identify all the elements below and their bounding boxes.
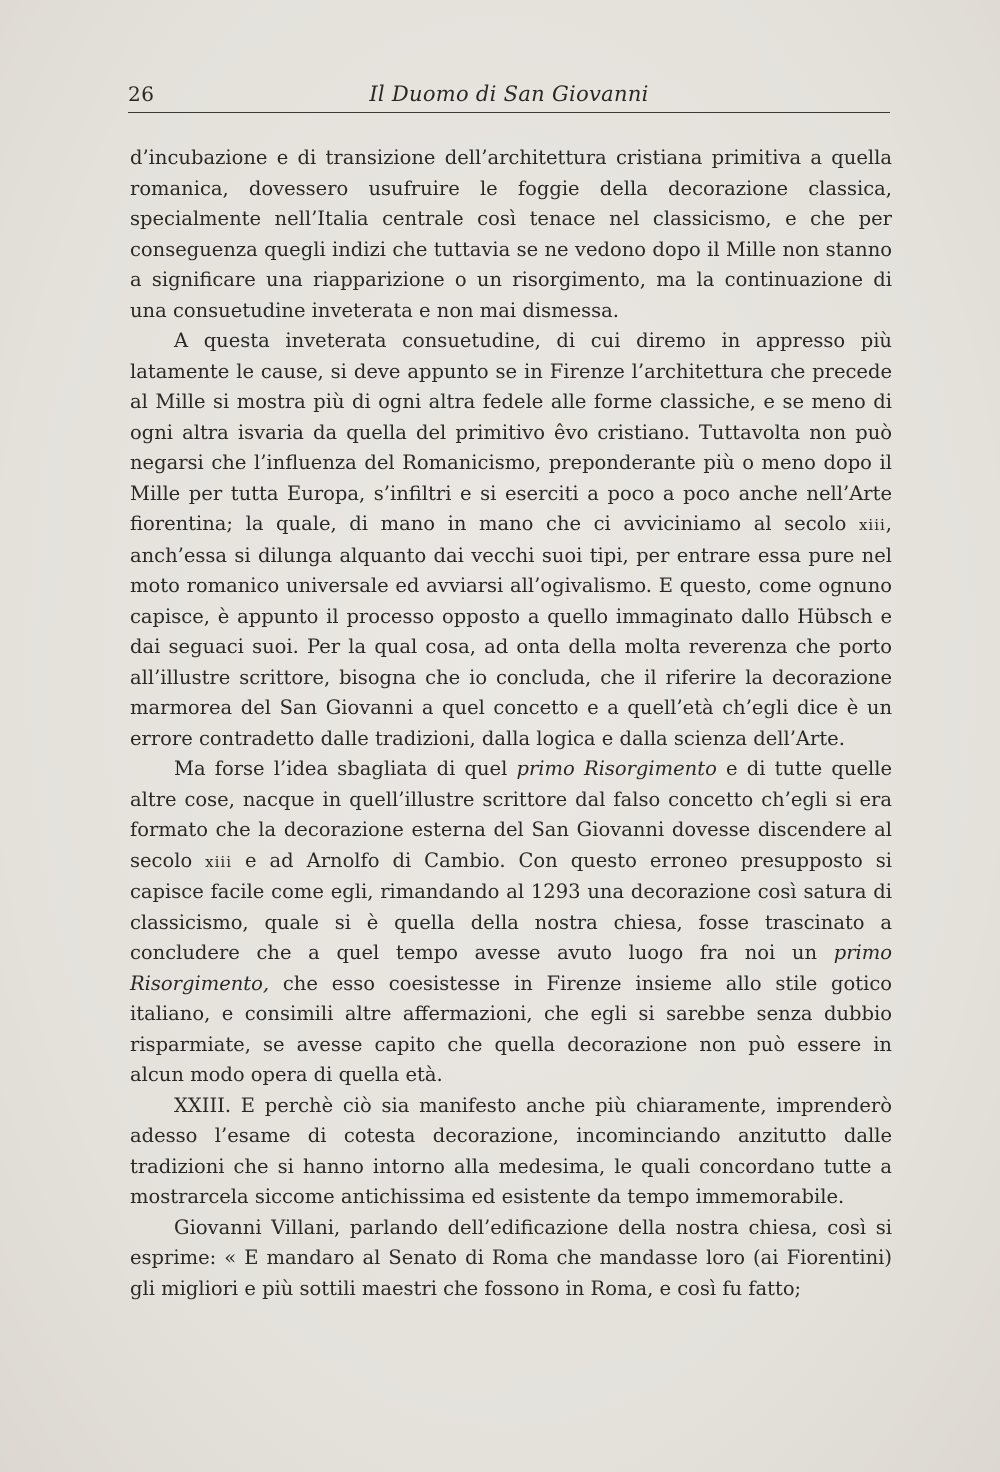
text-run: Giovanni Villani, parlando dell’edificazione della nostra chiesa, così si esprime: « E mandaro al Senato di Roma che mandasse loro (ai Fiorentini) gli migliori e più sottili maestri che fossono in Roma, e così fu fatto; (130, 1215, 892, 1300)
text-run: e di tutte quelle altre cose, nacque in quell’illustre scrittore dal falso concetto ch’egli si era formato che la decorazione esterna del San Giovanni dovesse discendere al secolo (130, 757, 892, 872)
text-run: , anch’essa si dilunga alquanto dai vecchi suoi tipi, per entrare essa pure nel moto romanico universale ed avviarsi all’ogivalismo. E questo, come ognuno capisce, è appunto il processo opposto a quello immaginato dallo Hübsch e dai seguaci suoi. Per la qual cosa, ad onta della molta reverenza che porto all’illustre scrittore, bisogna che io concluda, che il riferire la decorazione marmorea del San Giovanni a quel concetto e a quell’età ch’egli dice è un errore contradetto dalle tradizioni, dalla logica e dalla scienza dell’Arte. (130, 512, 892, 750)
paragraph (130, 754, 892, 1091)
paragraph (130, 143, 892, 326)
italic-text: primo Risorgimento, (130, 941, 892, 995)
italic-text: primo Risorgimento (516, 757, 717, 780)
text-run: A questa inveterata consuetudine, di cui diremo in appresso più latamente le cause, si deve appunto se in Firenze l’architettura che precede al Mille si mostra più di ogni altra fedele alle forme classiche, e se meno di ogni altra isvaria da quella del primitivo êvo cristiano. Tuttavolta non può negarsi che l’influenza del Romanicismo, preponderante più o meno dopo il Mille per tutta Europa, s’infiltri e si eserciti a poco a poco anche nell’Arte fiorentina; la quale, di mano in mano che ci avviciniamo al secolo (130, 329, 892, 535)
paragraph (130, 1213, 892, 1305)
paragraph (130, 326, 892, 754)
text-run: Ma forse l’idea sbagliata di quel (174, 757, 517, 780)
small-caps-numeral: xiii (205, 852, 233, 871)
text-run: che esso coesistesse in Firenze insieme allo stile gotico italiano, e consimili altre affermazioni, che egli si sarebbe senza dubbio risparmiate, se avesse capito che quella decorazione non può essere in alcun modo opera di quella età. (130, 971, 892, 1086)
text-run: XXIII. E perchè ciò sia manifesto anche più chiaramente, imprenderò adesso l’esame di cotesta decorazione, incominciando anzitutto dalle tradizioni che si hanno intorno alla medesima, le quali concordano tutte a mostrarcela siccome antichissima ed esistente da tempo immemorabile. (130, 1093, 892, 1208)
paragraph (130, 1091, 892, 1213)
text-run: e ad Arnolfo di Cambio. Con questo erroneo presupposto si capisce facile come egli, rimandando al 1293 una decorazione così satura di classicismo, quale si è quella della nostra chiesa, fosse trascinato a concludere che a quel tempo avesse avuto luogo fra noi un (130, 848, 892, 964)
body-text (130, 143, 892, 1304)
page-number: 26 (128, 82, 155, 106)
small-caps-numeral: xiii (858, 516, 886, 534)
text-run: d’incubazione e di transizione dell’architettura cristiana primitiva a quella romanica, dovessero usufruire le foggie della decorazione classica, specialmente nell’Italia centrale così tenace nel classicismo, e che per conseguenza quegli indizi che tuttavia se ne vedono dopo il Mille non stanno a significare una riapparizione o un risorgimento, ma la continuazione di una consuetudine inveterata e non mai dismessa. (130, 146, 892, 322)
page-header (128, 78, 890, 113)
running-title: Il Duomo di San Giovanni (369, 82, 649, 106)
